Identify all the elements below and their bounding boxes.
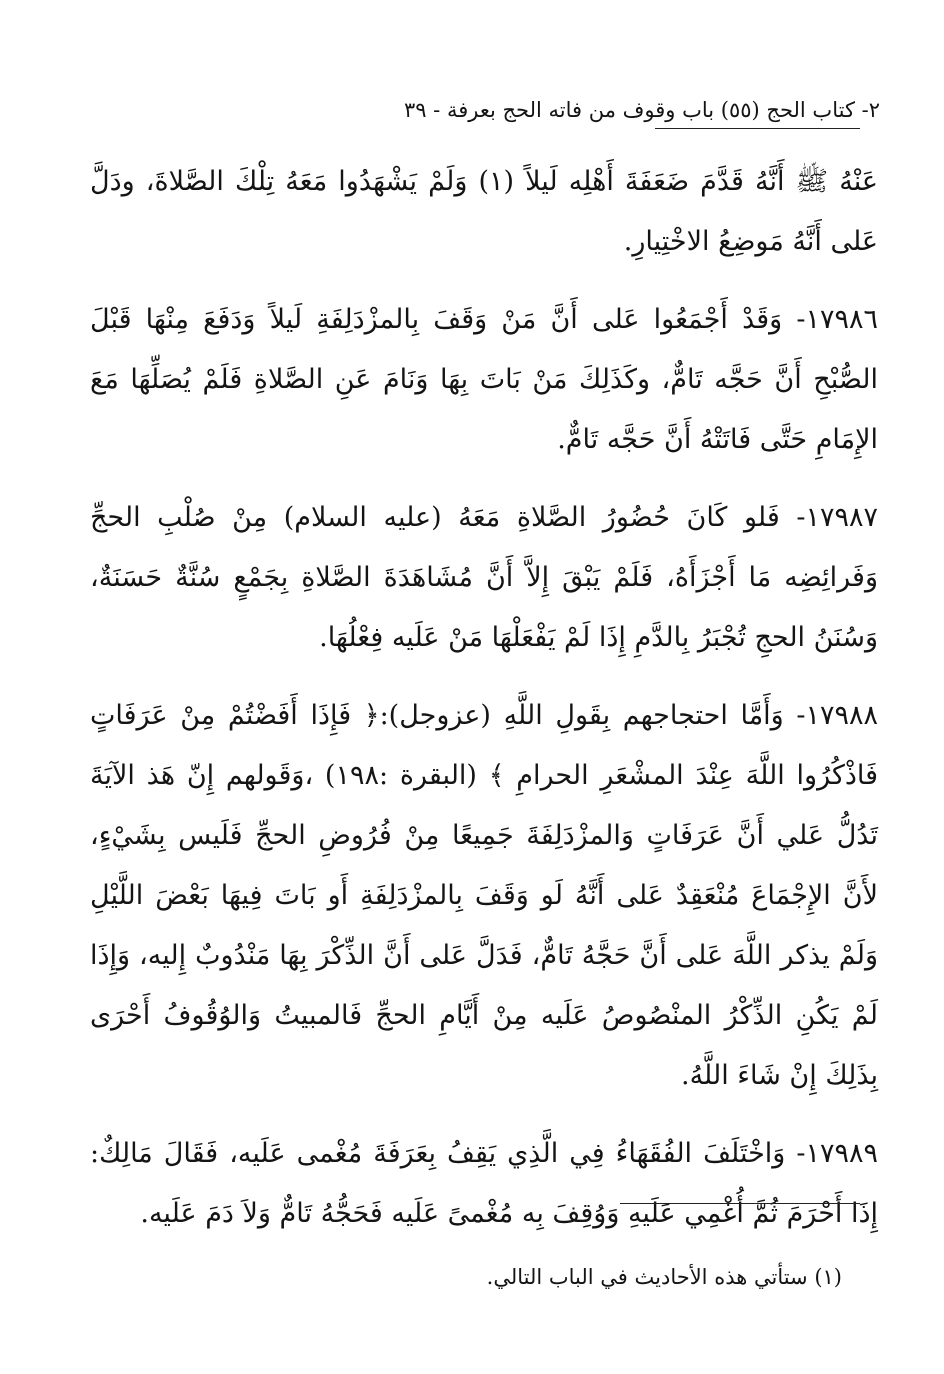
header-rule <box>655 128 860 129</box>
running-header <box>90 96 880 136</box>
main-text <box>90 152 878 1244</box>
paragraph-17987: ١٧٩٨٧- فَلو كَانَ حُضُورُ الصَّلاةِ مَعَهُ (عليه السلام) مِنْ صُلْبِ الحجِّ وَفَرائِضِه مَا أَجْزَأَهُ، فَلَمْ يَبْقَ إِلاَّ أَنَّ مُشَاهَدَةَ الصَّلاةِ بِجَمْعٍ سُنَّةٌ حَسَنَةٌ، وَسُنَنُ الحجِ تُجْبَرُ بِالدَّمِ إِذَا لَمْ يَفْعَلْهَا مَنْ عَلَيه فِعْلُهَا. <box>90 502 878 653</box>
footnote-rule <box>620 1203 860 1204</box>
paragraph-17988: ١٧٩٨٨- وَأَمَّا احتجاجهم بِقَولِ اللَّهِ (عزوجل):﴿ فَإِذَا أَفَضْتُمْ مِنْ عَرَفَاتٍ فَاذْكُرُوا اللَّهَ عِنْدَ المشْعَرِ الحرامِ ﴾ (البقرة :١٩٨) ،وَقَولهم إِنّ هَذ الآيَةَ تَدُلُّ عَلي أَنَّ عَرَفَاتٍ وَالمزْدَلِفَةَ جَمِيعًا مِنْ فُرُوضِ الحجِّ فَلَيس بِشَيْءٍ، لأَنَّ الإِجْمَاعَ مُنْعَقِدٌ عَلى أَنَّهُ لَو وَقَفَ بِالمزْدَلِفَةِ أَو بَاتَ فِيهَا بَعْضَ اللَّيْلِ وَلَمْ يذكر اللَّهَ عَلى أَنَّ حَجَّهُ تَامٌّ، فَدَلَّ عَلى أَنَّ الذِّكْرَ بِهَا مَنْدُوبٌ إِليه، وَإِذَا لَمْ يَكُنِ الذِّكْرُ المنْصُوصُ عَلَيه مِنْ أَيَّامِ الحجِّ فَالمبيتُ وَالوُقُوفُ أَحْرَى بِذَلِكَ إِنْ شَاءَ اللَّهُ. <box>90 700 878 1091</box>
paragraph-continuation: عَنْهُ ﷺ أَنَّهُ قَدَّمَ ضَعَفَةَ أَهْلِه لَيلاً (١) وَلَمْ يَشْهَدُوا مَعَهُ تِلْكَ الصَّلاةَ، ودَلَّ عَلى أَنَّهُ مَوضِعُ الاخْتِيارِ. <box>90 166 878 257</box>
paragraph-17989: ١٧٩٨٩- وَاخْتَلَفَ الفُقَهَاءُ فِي الَّذِي يَقِفُ بِعَرَفَةَ مُغْمى عَلَيه، فَقَالَ مَالِكٌ: إِذَا أَحْرَمَ ثُمَّ أُغْمِي عَلَيهِ وَوُقِفَ بِه مُغْمىً عَلَيه فَحَجُّهُ تَامٌّ وَلاَ دَمَ عَلَيه. <box>90 1138 878 1229</box>
paragraph-17986: ١٧٩٨٦- وَقَدْ أَجْمَعُوا عَلى أَنَّ مَنْ وَقَفَ بِالمزْدَلِفَةِ لَيلاً وَدَفَعَ مِنْهَا قَبْلَ الصُّبْحِ أَنَّ حَجَّه تَامٌّ، وكَذَلِكَ مَنْ بَاتَ بِهَا وَنَامَ عَنِ الصَّلاةِ فَلَمْ يُصَلِّهَا مَعَ الإِمَامِ حَتَّى فَاتَتْهُ أَنَّ حَجَّه تَامٌّ. <box>90 304 878 455</box>
running-title: ٢- كتاب الحج (٥٥) باب وقوف من فاته الحج بعرفة - ٣٩ <box>403 98 880 122</box>
footnote: (١) ستأتي هذه الأحاديث في الباب التالي. <box>486 1265 842 1289</box>
